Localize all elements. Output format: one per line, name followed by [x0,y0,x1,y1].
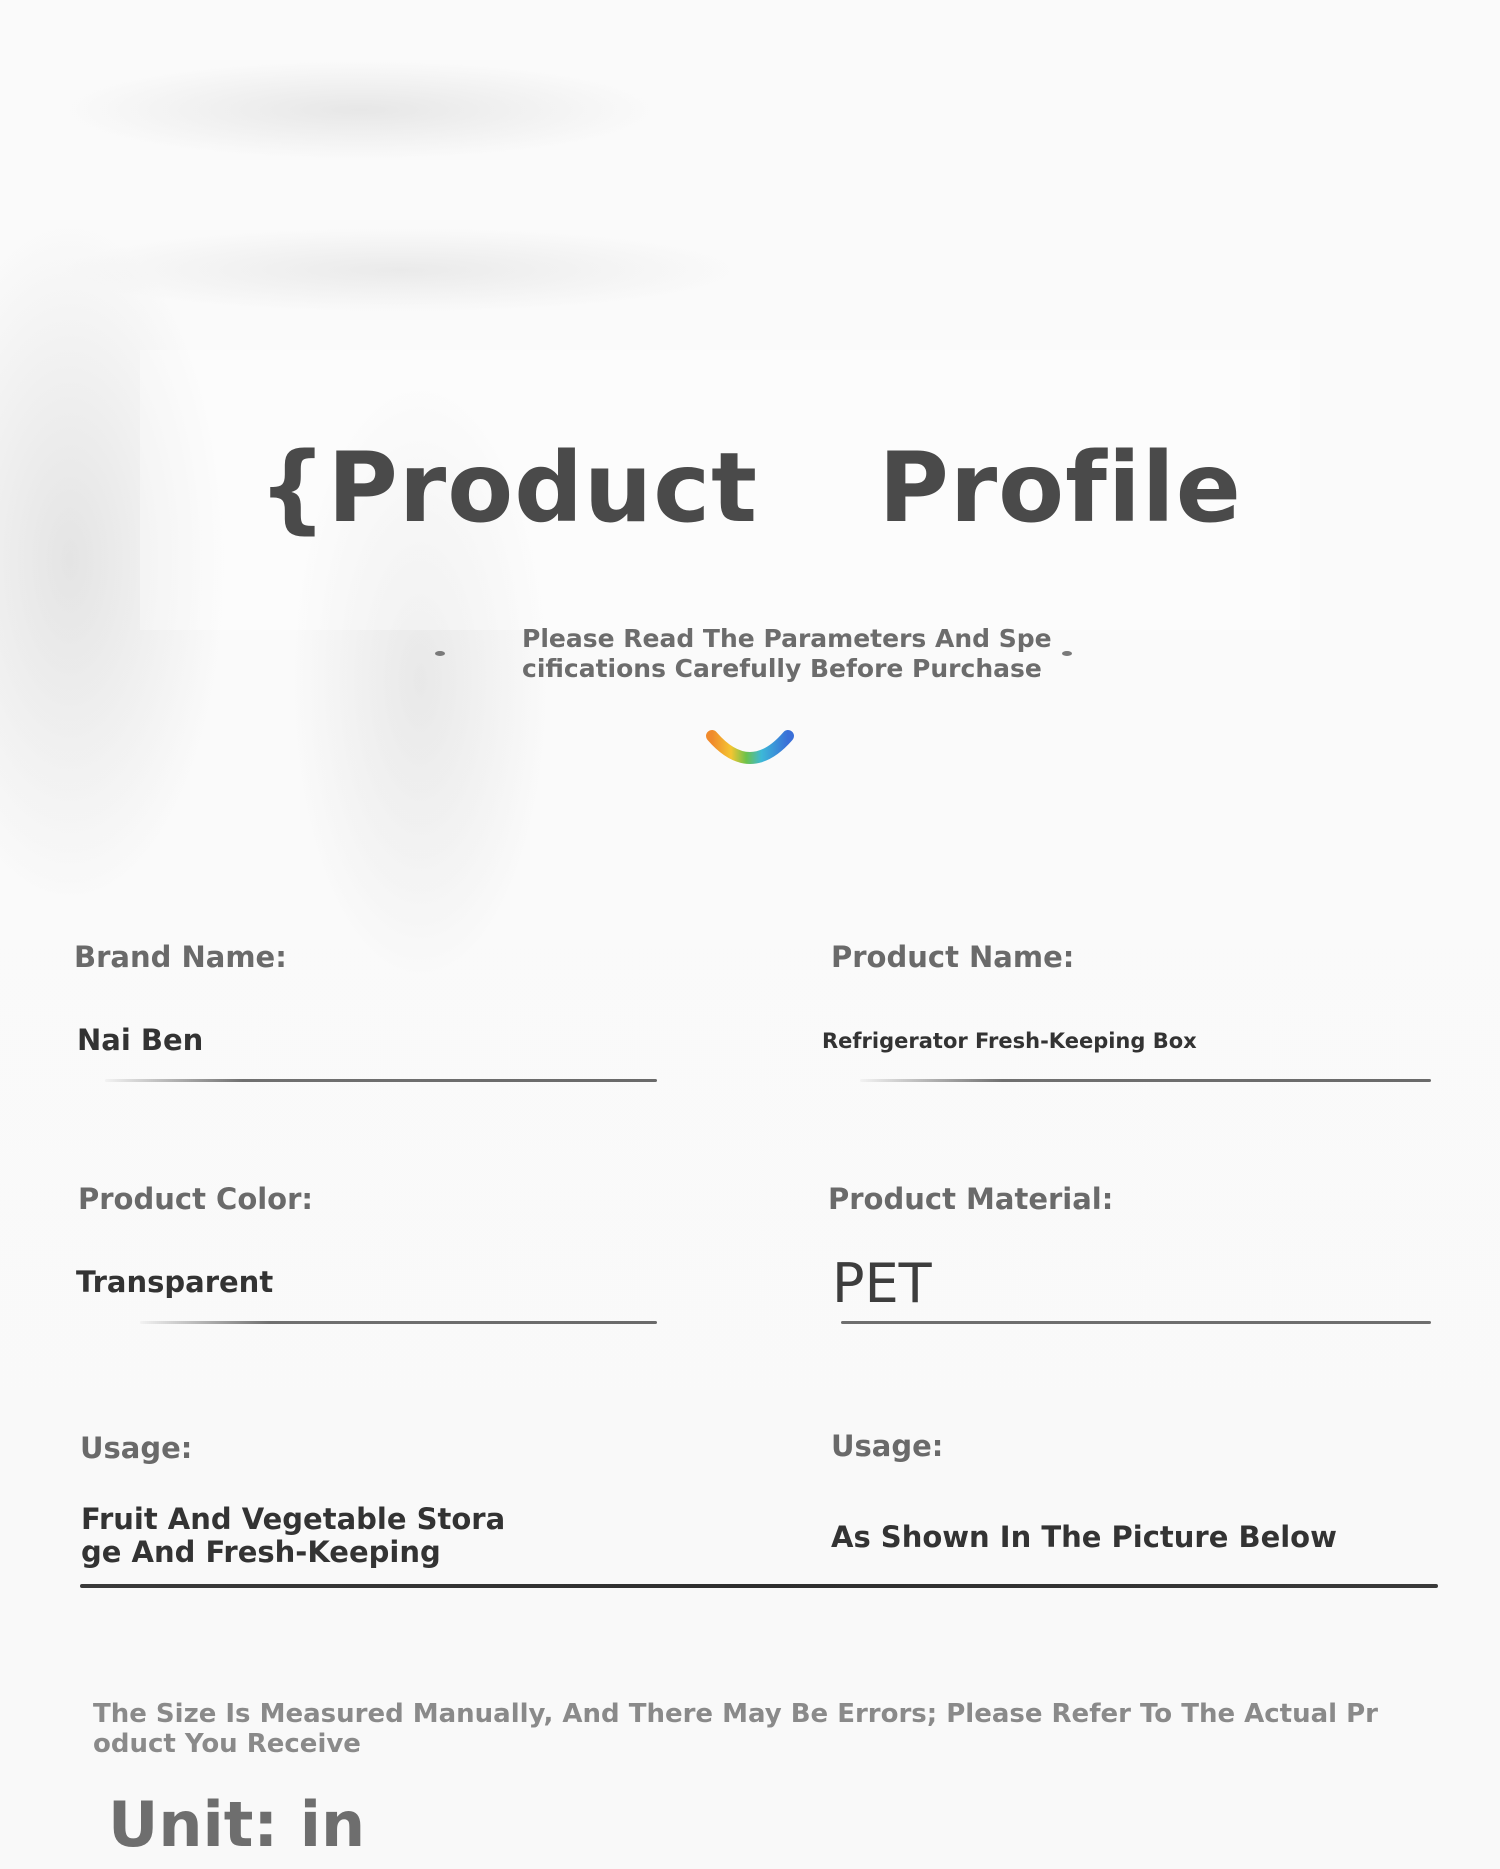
brand-name-underline [105,1079,657,1082]
product-name-value: Refrigerator Fresh-Keeping Box [822,1029,1197,1053]
product-material-underline [841,1321,1431,1324]
usage-left-value-line-1: Fruit And Vegetable Stora [81,1502,506,1536]
subtitle-right-dot [1062,651,1072,656]
subtitle [522,624,1052,684]
usage-left-value-line-2: ge And Fresh-Keeping [81,1535,441,1569]
product-color-value: Transparent [76,1265,274,1299]
product-material-value: PET [832,1252,932,1315]
chevron-down-icon [700,718,800,778]
usage-underline [80,1584,1438,1588]
size-disclaimer-line-2: oduct You Receive [93,1729,361,1759]
size-disclaimer-line-1: The Size Is Measured Manually, And There May Be Errors; Please Refer To The Actual Pr [93,1699,1378,1729]
product-name-label: Product Name: [831,940,1075,974]
page-title: {Product Profile [258,432,1242,544]
product-color-label: Product Color: [78,1182,314,1216]
product-material-label: Product Material: [828,1182,1114,1216]
usage-right-value: As Shown In The Picture Below [831,1520,1337,1554]
usage-left-value [81,1503,505,1569]
subtitle-line-2: cifications Carefully Before Purchase [522,654,1042,683]
size-disclaimer [93,1699,1378,1759]
subtitle-line-1: Please Read The Parameters And Spe [522,624,1052,653]
product-name-underline [860,1079,1431,1082]
brand-name-value: Nai Ben [77,1023,204,1057]
usage-left-label: Usage: [80,1431,193,1465]
unit-label: Unit: in [108,1788,366,1861]
subtitle-left-dot [435,651,445,656]
usage-right-label: Usage: [831,1429,944,1463]
product-color-underline [140,1321,657,1324]
brand-name-label: Brand Name: [74,940,287,974]
